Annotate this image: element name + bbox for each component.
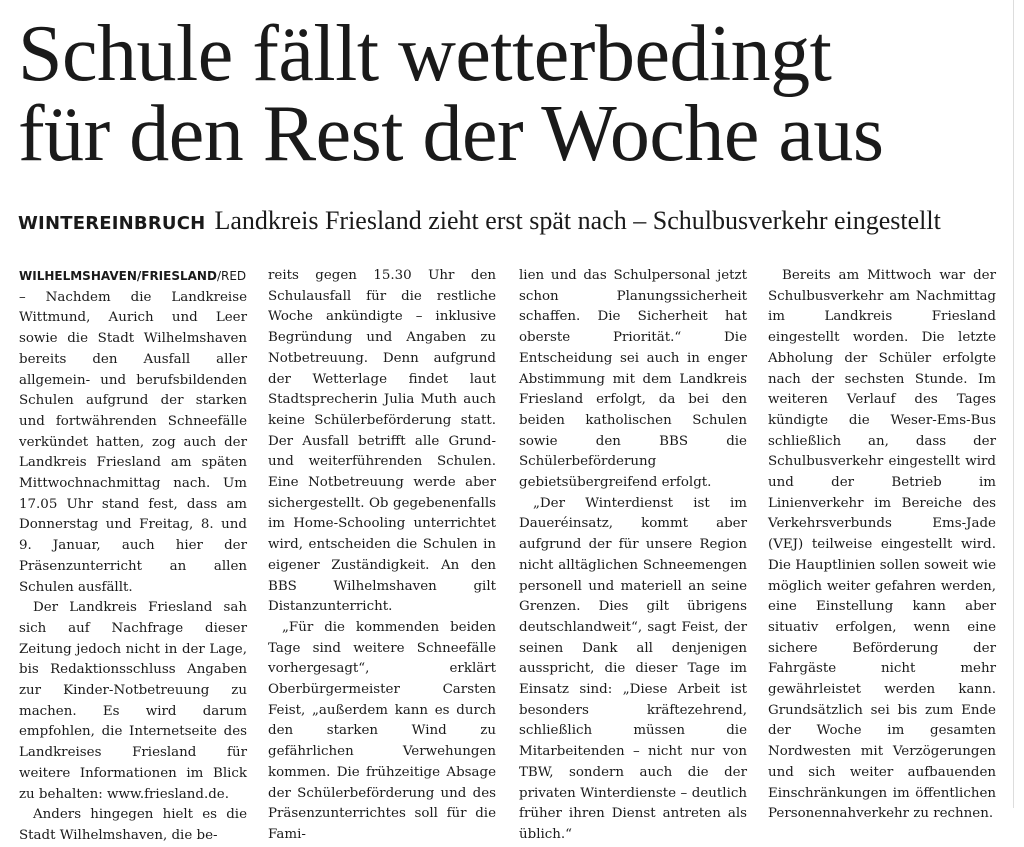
article-column-3 — [519, 266, 747, 842]
paragraph: Anders hingegen hielt es die Stadt Wilhelmshaven, die be- — [19, 807, 247, 843]
dateline-agency: /RED — [216, 269, 247, 283]
headline-line-2: für den Rest der Woche aus — [18, 90, 884, 178]
subheadline — [18, 206, 1018, 236]
article-headline — [18, 10, 1008, 178]
paragraph: Bereits am Mittwoch war der Schulbusverkehr am Nachmittag im Landkreis Friesland eingestellt worden. Die letzte Abholung der Schüler erfolgte nach der sechsten Stunde. Im weiteren Verlauf des Tages kündigte die Weser-Ems-Bus schließlich an, dass der Schulbusverkehr eingestellt wird und der Betrieb im Linienverkehr im Bereiche des Verkehrsverbunds Ems-Jade (VEJ) teilweise eingestellt wird. Die Hauptlinien sollen soweit wie möglich weiter gefahren werden, eine Einstellung kann aber situativ erfolgen, wenn eine sichere Beförderung der Fahrgäste nicht mehr gewährleistet werden kann. Grundsätzlich sei bis zum Ende der Woche im gesamten Nordwesten mit Verzögerungen und sich weiter aufbauenden Einschränkungen im öffentlichen Personennahverkehr zu rechnen. — [768, 268, 996, 822]
dateline-place: WILHELMSHAVEN/FRIESLAND — [19, 269, 217, 283]
paragraph — [19, 266, 247, 598]
article-column-4 — [768, 266, 996, 822]
dateline — [19, 269, 246, 283]
paragraph: „Der Winterdienst ist im Daueréinsatz, kommt aber aufgrund der für unsere Region nicht alltäglichen Schneemengen personell und materiell an seine Grenzen. Dies gilt übrigens deutschlandweit“, sagt Feist, der seinen Dank all denjenigen ausspricht, die dieser Tage im Einsatz sind: „Diese Arbeit ist besonders kräftezehrend, schließlich müssen die Mitarbeitenden – nicht nur von TBW, sondern auch die der privaten Winterdienste – deutlich früher ihren Dienst antreten als üblich.“ — [519, 495, 747, 842]
paragraph: reits gegen 15.30 Uhr den Schulausfall für die restliche Woche ankündigte – inklusive Begründung und Angaben zu Notbetreuung. Denn aufgrund der Wetterlage findet laut Stadtsprecherin Julia Muth auch keine Schülerbeförderung statt. Der Ausfall betrifft alle Grund- und weiterführenden Schulen. Eine Notbetreuung werde aber sichergestellt. Ob gegebenenfalls im Home-Schooling unterrichtet wird, entscheiden die Schulen in eigener Zuständigkeit. An den BBS Wilhelmshaven gilt Distanzunterricht. — [268, 268, 496, 615]
headline-line-1: Schule fällt wetterbedingt — [18, 10, 832, 98]
deck-text: Landkreis Friesland zieht erst spät nach – Schulbusverkehr eingestellt — [214, 206, 941, 235]
kicker-label: WINTEREINBRUCH — [18, 213, 206, 234]
paragraph: Der Landkreis Friesland sah sich auf Nachfrage dieser Zeitung jedoch nicht in der Lage, bis Redaktionsschluss Angaben zur Kinder-Notbetreuung zu machen. Es wird darum empfohlen, die Internetseite des Landkreises Friesland für weitere Informationen im Blick zu behalten: www.friesland.de. — [19, 600, 247, 802]
article-column-2 — [268, 266, 496, 842]
page-edge — [1013, 0, 1024, 808]
paragraph: „Für die kommenden beiden Tage sind weitere Schneefälle vorhergesagt“, erklärt Oberbürgermeister Carsten Feist, „außerdem kann es durch den starken Wind zu gefährlichen Verwehungen kommen. Die frühzeitige Absage der Schülerbeförderung und des Präsenzunterrichtes soll für die Fami- — [268, 619, 496, 842]
paragraph: lien und das Schulpersonal jetzt schon Planungssicherheit schaffen. Die Sicherheit hat oberste Priorität.“ Die Entscheidung sei auch in enger Abstimmung mit dem Landkreis Friesland erfolgt, da bei den beiden katholischen Schulen sowie den BBS die Schülerbeförderung gebietsübergreifend erfolgt. — [519, 268, 747, 491]
paragraph-text: – Nachdem die Landkreise Wittmund, Aurich und Leer sowie die Stadt Wilhelmshaven bereits den Ausfall aller allgemein- und berufsbildenden Schulen aufgrund der starken und fortwährenden Schneefälle verkündet hatten, zog auch der Landkreis Friesland am späten Mittwochnachmittag nach. Um 17.05 Uhr stand fest, dass am Donnerstag und Freitag, 8. und 9. Januar, auch hier der Präsenzunterricht an allen Schulen ausfällt. — [19, 289, 247, 595]
article-column-1 — [19, 266, 247, 843]
